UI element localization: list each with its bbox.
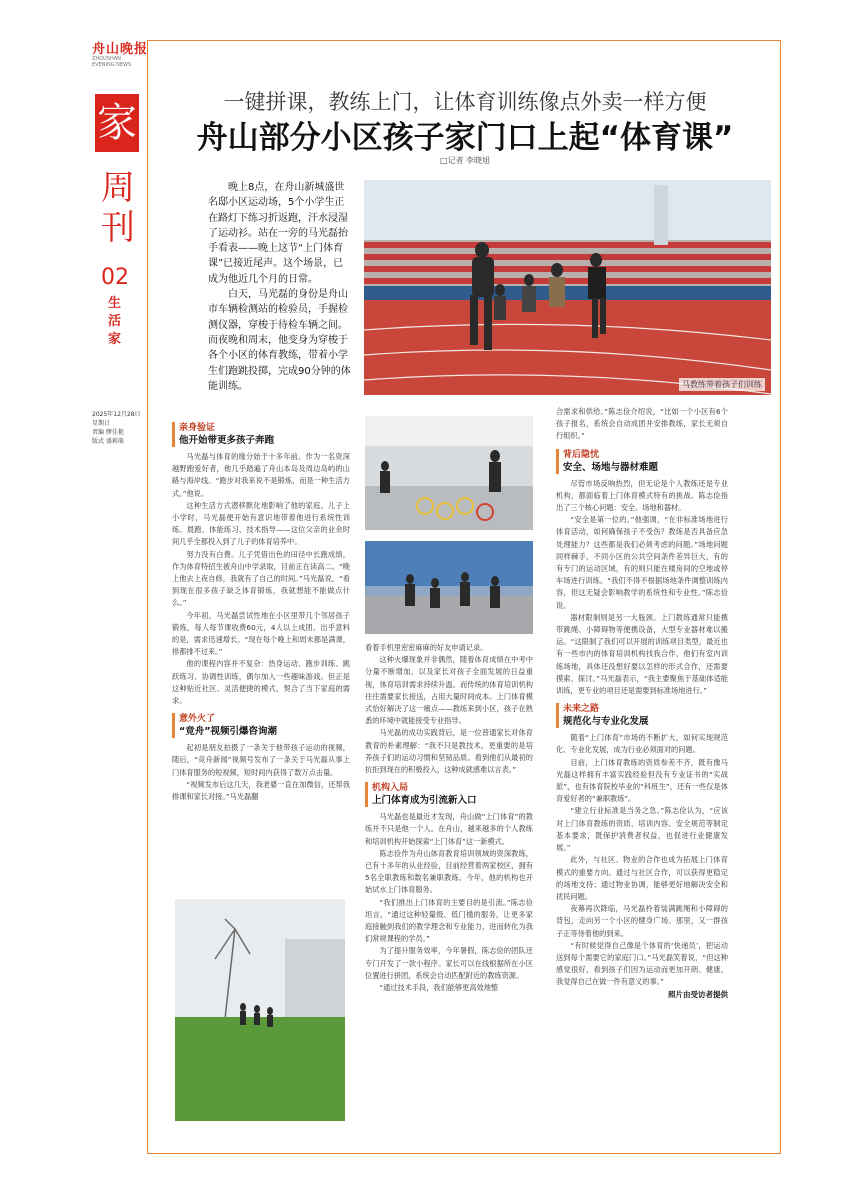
newspaper-logo: 舟山晚报 [92, 42, 149, 57]
photo-credit: 照片由受访者提供 [668, 989, 728, 999]
section-mark-zhou: 周 [101, 168, 135, 208]
body-paragraph: 器材限制则是另一大瓶颈。上门教练通常只能携带跳绳、小障碍物等便携设备，大型专业器材难以搬运。“这限制了我们可以开展的训练项目类型，最近也有一些市内的体育培训机构找我合作，他们有室内训练场地，具体还没想好要以怎样的形式合作，还需要摸索、探讨。”马光磊表示，“我主要聚焦于基础体适能训练，更专业的项目还是需要到标准场地进行。” [556, 612, 728, 696]
body-paragraph: 这种火爆现象并非偶然，随着体育成绩在中考中分量不断增加，以及家长对孩子全面发展的日益重视，体育培训需求持续升温。而传统的体育培训机构往往需要家长接送，占用大量时间成本。上门体育模式恰好解决了这一痛点——教练来到小区，孩子在熟悉的环境中就能接受专业指导。 [365, 655, 533, 726]
section-title: 规范化与专业化发展 [563, 716, 649, 728]
outdoor-training-image [365, 541, 533, 634]
body-paragraph: 他的课程内容并不复杂：热身运动、跑步训练、跳跃练习、协调性训练，偶尔加入一些趣味游戏。但正是这种贴近社区、灵活便捷的模式，契合了当下家庭的需求。 [172, 659, 350, 706]
column-2 [365, 642, 533, 994]
body-paragraph: “视频发布后这几天，我老婆一直在加微信，还帮我排课和家长对接。”马光磊翻 [172, 779, 350, 802]
main-photo [364, 180, 771, 395]
page-number: 02 [101, 265, 129, 290]
body-paragraph: 目前，上门体育教练的资质参差不齐，既有像马光磊这样拥有丰富实践经验但没有专业证书的“实战派”，也有体育院校毕业的“科班生”，还有一些仅是体育爱好者的“兼职教练”。 [556, 757, 728, 804]
body-paragraph: “通过技术手段，我们能够更高效地整 [379, 983, 499, 993]
body-paragraph: 陈志俭作为舟山体育教育培训领域的资深教练，已有十多年的从业经验，目前经营着两家校区，拥有5名全职教练和数名兼职教练。今年，他的机构也开始试水上门体育服务。 [365, 848, 533, 895]
column-1 [172, 416, 350, 803]
section-kicker: 未来之路 [563, 704, 600, 715]
body-paragraph: 看着手机里密密麻麻的好友申请记录。 [365, 643, 488, 652]
indoor-training-photo [365, 416, 533, 530]
body-paragraph: “我们推出上门体育的主要目的是引流。”陈志俭坦言，“通过这种轻量级、低门槛的服务，让更多家庭接触到我们的教学理念和专业能力，进而转化为我们常规课程的学员。” [365, 897, 533, 944]
track-training-image [364, 180, 771, 395]
body-paragraph: 尽管市场反响热烈，但无论是个人教练还是专业机构，都面临着上门体育模式特有的挑战。陈志俭指出了三个核心问题：安全、场地和器材。 [556, 478, 728, 513]
body-paragraph: 这种生活方式潜移默化地影响了他的家庭。儿子上小学时，马光磊便开始有意识地带着他进行系统性训练。晨跑、体能练习、技术指导——这位父亲的业余时间几乎全都投入到了儿子的体育培养中。 [172, 500, 350, 547]
newspaper-logo-sub: ZHOUSHAN EVENING NEWS [92, 56, 132, 68]
lead-text [208, 180, 352, 394]
body-paragraph: “有时候觉得自己像是个体育的‘快递员’，把运动送到每个需要它的家庭门口。”马光磊笑着说，“但这种感觉很好，看到孩子们因为运动而更加开朗、健康，我觉得自己在做一件有意义的事。” [556, 940, 728, 987]
section-title: 安全、场地与器材难题 [563, 461, 659, 473]
body-paragraph: 努力没有白费。儿子凭借出色的田径中长跑成绩，作为体育特招生被舟山中学录取，目前正在读高二。“晚上他去上夜自修，我就有了自己的时间。”马光磊说，“看到现在很多孩子缺乏体育锻炼，我就想能不能做点什么。” [172, 549, 350, 608]
section-heading [556, 449, 728, 474]
body-paragraph: 起初是朋友拍摄了一条关于他带孩子运动的视频，随后，“竞舟新闻”视频号发布了一条关于马光磊从事上门体育服务的短视频，短时间内获得了数万点击量。 [172, 743, 350, 777]
field-training-photo [175, 899, 345, 1121]
body-paragraph: 为了提升服务效率，今年暑假，陈志俭的团队还专门开发了一款小程序。家长可以在线根据所在小区位置进行拼团，系统会自动匹配附近的教练资源。 [365, 946, 533, 980]
section-heading [172, 713, 350, 738]
section-title: 他开始带更多孩子奔跑 [179, 435, 275, 446]
section-heading [172, 422, 350, 447]
outdoor-training-photo [365, 541, 533, 634]
issue-meta [92, 410, 144, 446]
body-paragraph: 马光磊与体育的缘分始于十多年前。作为一名资深越野跑爱好者，他几乎踏遍了舟山本岛及周边岛屿的山路与海岸线。“跑步对我来说不是锻炼，而是一种生活方式。”他说。 [172, 452, 350, 498]
section-name: 生活家 [108, 296, 122, 347]
body-paragraph: 马光磊也是最近才发现，舟山做“上门体育”的教练并不只是他一个人。在舟山，越来越多的个人教练和培训机构开始探索“上门体育”这一新模式。 [365, 812, 533, 846]
byline: □记者 李晓旭 [439, 156, 491, 165]
headline-subtitle: 一键拼课，教练上门，让体育训练像点外卖一样方便 [223, 90, 707, 114]
body-paragraph: 马光磊的成功实践背后，是一位普通家长对体育教育的朴素理解：“我不只是教技术，更重要的是培养孩子们的运动习惯和坚韧品质。看到他们从最初的抗拒到现在的积极投入，这种成就感难以言表。” [365, 728, 533, 775]
issue-editor: 责编 缪佳艳 [92, 429, 124, 436]
body-paragraph: “建立行业标准是当务之急。”陈志俭认为，“应该对上门体育教练的资质、培训内容、安全规范等制定基本要求，既保护消费者权益，也促进行业健康发展。” [556, 806, 728, 853]
issue-weekday: 星期日 [92, 420, 111, 427]
issue-date: 2025年12月28日 [92, 411, 141, 418]
section-mark-kan: 刊 [101, 208, 135, 248]
lead-paragraph: 白天，马光磊的身份是舟山市车辆检测站的检验员，手握检测仪器，穿梭于待检车辆之间。而夜晚和周末，他变身为穿梭于各个小区的体育教练，带着小学生们跑跳投掷，完成90分钟的体能训练。 [208, 289, 351, 392]
indoor-training-image [365, 416, 533, 530]
section-kicker: 意外火了 [179, 714, 216, 725]
section-mark-jia: 家 [95, 94, 139, 152]
section-title: “竞舟”视频引爆咨询潮 [179, 726, 277, 738]
issue-layout: 版式 盛莉萌 [92, 438, 124, 445]
body-paragraph: 今年初，马光磊尝试性地在小区里带几个邻居孩子锻炼，每人每节课收费60元，4人以上成团。出乎意料的是，需求迅速增长。“现在每个晚上和周末都是满课，排都排不过来。” [172, 610, 350, 657]
column-3 [556, 406, 728, 1001]
section-title: 上门体育成为引流新入口 [372, 795, 477, 807]
headline-title: 舟山部分小区孩子家门口上起“体育课” [196, 120, 734, 156]
section-kicker: 机构入局 [372, 783, 409, 794]
body-paragraph: 夜幕再次降临，马光磊拎着装满跳绳和小障碍的背包，走向另一个小区的健身广场。那里，又一群孩子正等待着他的到来。 [556, 904, 728, 938]
lead-paragraph: 晚上8点，在舟山新城盛世名邸小区运动场，5个小学生正在路灯下练习折返跑，汗水浸湿了运动衫。站在一旁的马光磊抬手看表——晚上这节“上门体育课”已接近尾声。这个场景，已成为他近几个月的日常。 [208, 182, 348, 285]
section-kicker: 亲身验证 [179, 423, 216, 433]
body-paragraph: “安全是第一位的。”他强调，“在非标准场地进行体育活动，如何确保孩子不受伤？教练是否具备应急处理能力？这些都是我们必须考虑的问题。”场地问题同样棘手，不同小区的公共空间条件差异巨大，有的有专门的运动区域，有的则只能在楼房间的空地或停车场进行训练。“我们不得不根据场地条件调整训练内容，但这无疑会影响教学的系统性和专业性。”陈志俭说。 [556, 515, 728, 610]
section-kicker: 背后隐忧 [563, 449, 600, 460]
field-training-image [175, 899, 345, 1121]
section-heading [556, 703, 728, 728]
body-paragraph: 合需求和供给。”陈志俭介绍说，“比如一个小区有6个孩子报名，系统会自动成团并安排教练，家长无须自行组织。” [556, 407, 728, 441]
section-heading [365, 782, 533, 807]
body-paragraph: 随着“上门体育”市场的不断扩大，如何实现规范化、专业化发展，成为行业必须面对的问题。 [556, 733, 728, 755]
body-paragraph: 此外，与社区、物业的合作也成为拓展上门体育模式的重要方向。通过与社区合作，可以获得更稳定的场地支持；通过物业协调，能够更好地解决安全和扰民问题。 [556, 855, 728, 901]
photo-caption: 马教练带着孩子们训练 [679, 378, 765, 391]
